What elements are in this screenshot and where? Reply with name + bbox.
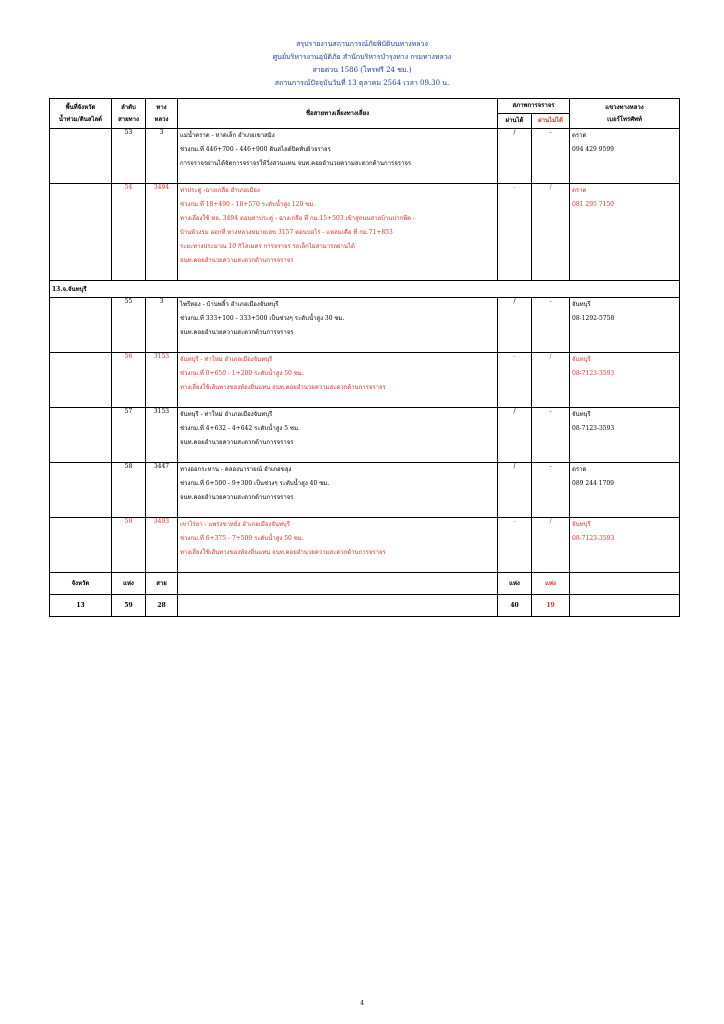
- contact-cell: [570, 463, 680, 518]
- impassable-cell: /: [532, 518, 570, 573]
- contact-cell: [570, 129, 680, 184]
- phone-number: 08-7123-3593: [572, 535, 615, 542]
- province-section-row: [50, 281, 680, 298]
- table-row: [50, 408, 680, 463]
- passable-cell: -: [498, 353, 532, 408]
- passable-cell: /: [498, 298, 532, 353]
- route-detail-line: เขาไร่ยา - แพร่งขาหยั่ง อำเภอเมืองจันทบุรี: [180, 521, 290, 528]
- phone-number: 08-7123-3593: [572, 370, 615, 377]
- passable-cell: /: [498, 408, 532, 463]
- district-name: ตราด: [572, 187, 587, 194]
- route-detail-line: การจราจรผ่านได้จัดการจราจรให้วิ่งสวนแทน จนท.คอยอำนวยความสะดวกด้านการจราจร: [180, 160, 412, 167]
- seq-cell: 56: [112, 353, 146, 408]
- disaster-report-table: [49, 98, 680, 617]
- route-detail-line: แม่น้ำตราด - หาดเล็ก อำเภอเขาสมิง: [180, 132, 275, 139]
- area-cell: [50, 518, 112, 573]
- route-detail-line: จันทบุรี - ท่าใหม่ อำเภอเมืองจันทบุรี: [180, 356, 273, 363]
- passable-cell: /: [498, 463, 532, 518]
- area-cell: [50, 298, 112, 353]
- passable-cell: -: [498, 518, 532, 573]
- col-highway: ทาง หลวง: [146, 99, 178, 129]
- route-detail-line: จันทบุรี - ท่าใหม่ อำเภอเมืองจันทบุรี: [180, 411, 273, 418]
- table-row: [50, 463, 680, 518]
- route-detail-line: ช่วงกม.ที่ 6+375 - 7+500 ระดับน้ำสูง 50 ซม.: [180, 535, 304, 542]
- table-row: [50, 353, 680, 408]
- area-cell: [50, 184, 112, 281]
- contact-cell: [570, 298, 680, 353]
- passable-cell: -: [498, 184, 532, 281]
- district-name: ตราด: [572, 132, 587, 139]
- col-seq: ลำดับ สายทาง: [112, 99, 146, 129]
- highway-cell: 3447: [146, 463, 178, 518]
- route-detail-cell: [178, 129, 498, 184]
- district-name: จันทบุรี: [572, 301, 591, 308]
- route-detail-line: จนท.คอยอำนวยความสะดวกด้านการจราจร: [180, 494, 294, 501]
- highway-cell: 3153: [146, 353, 178, 408]
- contact-cell: [570, 353, 680, 408]
- hotline: สายด่วน 1586 (โทรฟรี 24 ชม.): [312, 66, 412, 74]
- report-header: [0, 38, 724, 90]
- route-detail-cell: [178, 184, 498, 281]
- route-detail-line: ทางเลี่ยงใช้เส้นทางของท้องถิ่นแทน จนท.คอยอำนวยความสะดวกด้านการจราจร: [180, 549, 386, 556]
- col-impassable: ผ่านไม่ได้: [532, 114, 570, 129]
- impassable-cell: /: [532, 184, 570, 281]
- seq-cell: 59: [112, 518, 146, 573]
- area-cell: [50, 408, 112, 463]
- impassable-cell: -: [532, 298, 570, 353]
- route-detail-line: ท่าประดู่ -ฉางเกลือ อำเภอเมือง: [180, 187, 260, 194]
- table-row: [50, 298, 680, 353]
- phone-number: 08-1292-5758: [572, 315, 615, 322]
- district-name: ตราด: [572, 466, 587, 473]
- route-detail-line: ช่วงกม.ที่ 6+500 - 9+300 เป็นช่วงๆ ระดับน้ำสูง 40 ซม.: [180, 480, 330, 487]
- route-detail-cell: [178, 463, 498, 518]
- district-name: จันทบุรี: [572, 521, 591, 528]
- highway-cell: 3153: [146, 408, 178, 463]
- route-detail-line: จนท.คอยอำนวยความสะดวกด้านการจราจร: [180, 439, 294, 446]
- route-detail-line: ช่วงกม.ที่ 18+490 - 18+570 ระดับน้ำสูง 120 ซม.: [180, 201, 316, 208]
- impassable-cell: -: [532, 408, 570, 463]
- route-detail-line: ทางเลี่ยงใช้เส้นทางของท้องถิ่นแทน จนท.คอยอำนวยความสะดวกด้านการจราจร: [180, 384, 386, 391]
- contact-cell: [570, 408, 680, 463]
- route-detail-cell: [178, 518, 498, 573]
- phone-number: 081 295 7150: [572, 201, 615, 208]
- table-row: [50, 129, 680, 184]
- report-subtitle: ศูนย์บริหารงานอุบัติภัย สำนักบริหารบำรุงทาง กรมทางหลวง: [272, 53, 452, 61]
- impassable-cell: -: [532, 463, 570, 518]
- route-detail-line: ไพรีทอง - บ้านพลิ้ว อำเภอเมืองจันทบุรี: [180, 301, 279, 308]
- seq-cell: 54: [112, 184, 146, 281]
- seq-cell: 57: [112, 408, 146, 463]
- contact-cell: [570, 518, 680, 573]
- route-detail-cell: [178, 408, 498, 463]
- district-name: จันทบุรี: [572, 411, 591, 418]
- route-detail-line: จนท.คอยอำนวยความสะดวกด้านการจราจร: [180, 329, 294, 336]
- province-section-label: 13.จ.จันทบุรี: [50, 281, 680, 298]
- route-detail-line: ทางออกระหาน - คลองนารายณ์ อำเภอขลุง: [180, 466, 292, 473]
- col-route: ชื่อสายทางเลี่ยงทางเลี่ยง: [178, 99, 498, 129]
- passable-cell: /: [498, 129, 532, 184]
- totals-value-row: 13 59 28 40 19: [50, 595, 680, 617]
- table-row: [50, 184, 680, 281]
- col-passable: ผ่านได้: [498, 114, 532, 129]
- area-cell: [50, 463, 112, 518]
- route-detail-line: จนท.คอยอำนวยความสะดวกด้านการจราจร: [180, 257, 294, 264]
- col-traffic-status: สภาพการจราจร: [498, 99, 570, 114]
- impassable-cell: /: [532, 353, 570, 408]
- contact-cell: [570, 184, 680, 281]
- seq-cell: 55: [112, 298, 146, 353]
- phone-number: 089 244 1709: [572, 480, 615, 487]
- phone-number: 094 429 9599: [572, 146, 615, 153]
- page-number: 4: [360, 1000, 364, 1007]
- seq-cell: 58: [112, 463, 146, 518]
- col-contact: แขวงทางหลวง เบอร์โทรศัพท์: [570, 99, 680, 129]
- route-detail-line: ช่วงกม.ที่ 446+700 - 446+900 ดินสไลด์ปิดทับผิวจราจร: [180, 146, 331, 153]
- report-title: สรุปรายงานสถานการณ์ภัยพิบัติบนทางหลวง: [296, 40, 428, 48]
- route-detail-line: บ้านห้วงรม ออกที่ ทางหลวงหมายเลข 3157 ตอนบ่อไร่ - แหลมเคือ ที่ กม.71+853: [180, 229, 393, 236]
- phone-number: 08-7123-3593: [572, 425, 615, 432]
- highway-cell: 3: [146, 129, 178, 184]
- status-date: สถานการณ์ปัจจุบันวันที่ 13 ตุลาคม 2564 เวลา 09.30 น.: [274, 79, 450, 87]
- impassable-cell: -: [532, 129, 570, 184]
- route-detail-cell: [178, 353, 498, 408]
- route-detail-cell: [178, 298, 498, 353]
- route-detail-line: ช่วงกม.ที่ 4+632 - 4+642 ระดับน้ำสูง 5 ซม.: [180, 425, 300, 432]
- highway-cell: 3: [146, 298, 178, 353]
- highway-cell: 3493: [146, 518, 178, 573]
- area-cell: [50, 353, 112, 408]
- district-name: จันทบุรี: [572, 356, 591, 363]
- totals-label-row: จังหวัด แห่ง สาย แห่ง แห่ง: [50, 573, 680, 595]
- table-row: [50, 518, 680, 573]
- seq-cell: 53: [112, 129, 146, 184]
- route-detail-line: ระยะทางประมาณ 10 กิโลเมตร การจราจร รถเล็กไม่สามารถผ่านได้: [180, 243, 355, 250]
- route-detail-line: ทางเลี่ยงใช้ ทล. 3494 ตอนท่าประดู่ - ฉางเกลือ ที่ กม.15+503 เข้าสู่ถนนสายบ้านปากพีด -: [180, 215, 415, 222]
- route-detail-line: ช่วงกม.ที่ 0+650 - 1+200 ระดับน้ำสูง 50 ซม.: [180, 370, 304, 377]
- route-detail-line: ช่วงกม.ที่ 333+100 - 333+500 เป็นช่วงๆ ระดับน้ำสูง 30 ซม.: [180, 315, 345, 322]
- area-cell: [50, 129, 112, 184]
- highway-cell: 3494: [146, 184, 178, 281]
- col-area: พื้นที่จังหวัด น้ำท่วม/ดินสไลด์: [50, 99, 112, 129]
